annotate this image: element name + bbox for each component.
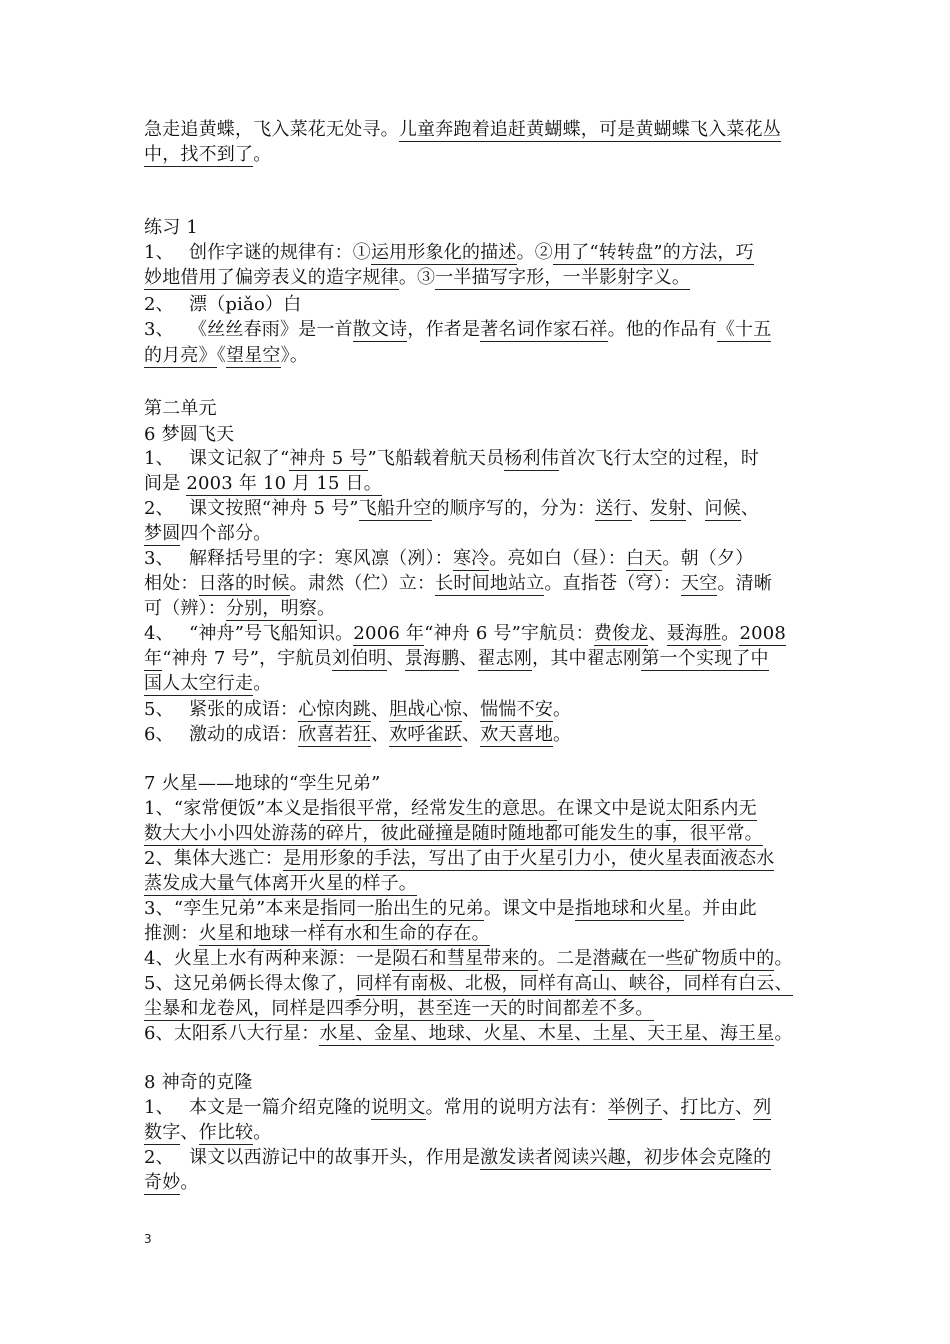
text-segment: 4、火星上水有两种来源：一是 <box>144 948 393 969</box>
underlined-answer: 送行 <box>595 498 632 519</box>
text-segment: 5、 紧张的成语： <box>144 699 299 720</box>
underlined-answer: 指很平常，经常发生的意思。 <box>320 798 557 819</box>
underlined-answer: 日落的时候 <box>198 573 290 594</box>
text-line <box>144 471 812 496</box>
underlined-answer: 问候 <box>704 498 741 519</box>
text-segment: 7 火星——地球的“孪生兄弟” <box>144 773 381 794</box>
text-line <box>144 996 812 1021</box>
text-segment: 6 梦圆飞天 <box>144 424 235 445</box>
text-segment: 、 <box>386 648 405 669</box>
text-line <box>144 142 812 167</box>
text-segment: 、 <box>462 724 481 745</box>
text-line <box>144 496 812 521</box>
text-line <box>144 1021 812 1046</box>
text-line <box>144 596 812 621</box>
underlined-answer: 潜藏在一些矿物质中的 <box>592 948 775 969</box>
text-segment: 。二是 <box>537 948 593 969</box>
text-segment: 。 <box>317 598 336 619</box>
text-line <box>144 722 812 747</box>
underlined-answer: 陨石和彗星带来的 <box>392 948 538 969</box>
underlined-answer: 尘暴和龙卷风，同样是四季分明，甚至连一天的时间都差不多。 <box>144 998 654 1019</box>
underlined-answer: 说明文 <box>370 1097 426 1118</box>
text-segment: 。肃然（伫）立： <box>289 573 436 594</box>
text-segment: 、 <box>740 498 760 519</box>
text-segment: 1、“家常便饭”本义是 <box>144 798 321 819</box>
text-segment: 6、太阳系八大行星： <box>144 1023 320 1044</box>
underlined-answer: 杨利伟 <box>504 448 559 469</box>
text-segment: 。 <box>774 1023 793 1044</box>
underlined-answer: 激发读者阅读兴趣，初步体会克隆的 <box>480 1147 772 1168</box>
text-line <box>144 1120 812 1145</box>
underlined-answer: 心惊肉跳 <box>298 699 371 720</box>
underlined-answer: 惴惴不安 <box>480 699 554 720</box>
underlined-answer: 胆战心惊 <box>389 699 463 720</box>
underlined-answer: 白天 <box>626 548 663 569</box>
underlined-answer: 运用形象化的描述 <box>370 242 517 263</box>
underlined-answer: 列 <box>753 1097 772 1118</box>
text-segment: 4、 “神舟”号飞船知识。 <box>144 623 354 644</box>
text-line <box>144 317 812 342</box>
text-line <box>144 215 812 240</box>
text-segment: 在课文中是说 <box>556 798 666 819</box>
text-segment: 。 <box>553 724 572 745</box>
underlined-answer: 是用形象的手法，写出了由于火星引力小，使火星表面液态水 <box>283 848 775 869</box>
text-segment: 3、 解释括号里的字：寒风凛（冽）： <box>144 548 453 569</box>
underlined-answer: 第一个实现了中 <box>641 648 769 669</box>
underlined-answer: 2008 <box>739 623 787 644</box>
underlined-answer: 数字 <box>144 1122 181 1143</box>
text-segment: 5、这兄弟俩长得太像了， <box>144 973 356 994</box>
text-line <box>144 546 812 571</box>
underlined-answer: 发射 <box>649 498 687 519</box>
text-segment: 练习 1 <box>144 217 198 238</box>
underlined-answer: 欢呼雀跃 <box>389 724 463 745</box>
underlined-answer: 刘伯明 <box>331 648 387 669</box>
text-line <box>144 292 812 317</box>
underlined-answer: 数大大小小四处游荡的碎片，彼此碰撞是随时随地都可能发生的事，很平常。 <box>144 823 763 844</box>
underlined-answer: 一半描写字形，一半影射字义。 <box>435 267 691 288</box>
underlined-answer: 飞船升空 <box>358 498 432 519</box>
text-segment: “神舟 6 号”宇航员： <box>424 623 594 644</box>
text-segment: 、 <box>662 1097 681 1118</box>
text-segment: 急走追黄蝶，飞入菜花无处寻。 <box>144 119 399 140</box>
text-line <box>144 265 812 290</box>
text-segment: 1、 本文是一篇介绍克隆的 <box>144 1097 371 1118</box>
text-segment: 8 神奇的克隆 <box>144 1072 253 1093</box>
underlined-answer: 欣喜若狂 <box>298 724 371 745</box>
text-line <box>144 671 812 696</box>
underlined-answer: 作比较 <box>198 1122 254 1143</box>
text-segment: 首次飞行太空的过程，时 <box>558 448 760 469</box>
text-segment: ”飞船载着航天员 <box>367 448 505 469</box>
underlined-answer: 打比方 <box>680 1097 736 1118</box>
text-segment: 。常用的说明方法有： <box>425 1097 608 1118</box>
underlined-answer: 水星、金星、地球、火星、木星、土星、天王星、海王星 <box>319 1023 775 1044</box>
text-segment: 、 <box>462 699 481 720</box>
text-line <box>144 1170 812 1195</box>
underlined-answer: 用了“转转盘”的方法，巧 <box>553 242 754 263</box>
text-line <box>144 921 812 946</box>
underlined-answer: 同样有南极、北极，同样有高山、峡谷，同样有白云、 <box>355 973 793 994</box>
text-segment: 、 <box>648 623 667 644</box>
text-segment: 。 <box>774 948 793 969</box>
text-line <box>144 971 812 996</box>
text-segment: ，其中翟志刚 <box>532 648 642 669</box>
text-line <box>144 1145 812 1170</box>
underlined-answer: 儿童奔跑着追赶黄蝴蝶，可是黄蝴蝶飞入菜花丛 <box>398 119 782 140</box>
underlined-answer: 的月亮》 <box>144 345 217 366</box>
underlined-answer: 费俊龙 <box>593 623 649 644</box>
text-segment: 1、 创作字谜的规律有：① <box>144 242 371 263</box>
text-line <box>144 646 812 671</box>
text-line <box>144 771 812 796</box>
underlined-answer: 奇妙 <box>144 1172 181 1193</box>
text-segment: 3、“孪生兄弟”本来是 <box>144 898 321 919</box>
text-segment: 2、 课文以西游记中的故事开头，作用是 <box>144 1147 481 1168</box>
text-segment: 。 <box>253 673 272 694</box>
text-segment: 。 <box>721 623 740 644</box>
underlined-answer: 望星空 <box>226 345 281 366</box>
text-segment: 可（辨）： <box>144 598 226 619</box>
text-segment: 。并由此 <box>684 898 757 919</box>
text-segment: 6、 激动的成语： <box>144 724 299 745</box>
underlined-answer: 分别，明察 <box>226 598 317 619</box>
underlined-answer: 火星和地球一样有水和生命的存在。 <box>198 923 490 944</box>
text-line <box>144 521 812 546</box>
text-line <box>144 240 812 265</box>
text-line <box>144 697 812 722</box>
text-segment: 间是 <box>144 473 187 494</box>
text-segment: 。② <box>516 242 553 263</box>
text-segment: 3、 《丝丝春雨》是一首 <box>144 319 353 340</box>
text-line <box>144 846 812 871</box>
text-segment: 。 <box>553 699 572 720</box>
text-segment: 推测： <box>144 923 199 944</box>
text-segment: 、 <box>371 724 390 745</box>
text-line <box>144 1095 812 1120</box>
text-segment: 、 <box>631 498 650 519</box>
underlined-answer: 长时间地站立 <box>435 573 545 594</box>
text-segment: 。③ <box>398 267 436 288</box>
text-line <box>144 571 812 596</box>
page-number: 3 <box>144 1232 152 1246</box>
text-segment: 、 <box>686 498 705 519</box>
text-line <box>144 821 812 846</box>
text-segment: 。朝（夕） <box>662 548 754 569</box>
text-segment: 。清晰 <box>717 573 773 594</box>
text-segment: 相处： <box>144 573 199 594</box>
text-line <box>144 896 812 921</box>
text-line <box>144 1070 812 1095</box>
text-segment: 。他的作品有 <box>607 319 717 340</box>
underlined-answer: 指同一胎出生的兄弟 <box>320 898 484 919</box>
text-segment: 》。 <box>280 345 309 366</box>
text-segment: 。 <box>180 1172 199 1193</box>
underlined-answer: 寒冷 <box>452 548 490 569</box>
underlined-answer: 著名词作家石祥 <box>480 319 608 340</box>
text-segment: 《 <box>216 345 227 366</box>
underlined-answer: 2006 年 <box>353 623 425 644</box>
underlined-answer: 太阳系内无 <box>665 798 757 819</box>
text-segment: 第二单元 <box>144 398 217 419</box>
text-segment: 的顺序写的，分为： <box>431 498 596 519</box>
underlined-answer: 中，找不到了 <box>144 144 254 165</box>
underlined-answer: 年 <box>144 648 163 669</box>
text-segment: “神舟 7 号”，宇航员 <box>162 648 332 669</box>
underlined-answer: 蒸发成大量气体离开火星的样子。 <box>144 873 417 894</box>
text-segment: 2、 漂（piǎo）白 <box>144 294 302 315</box>
text-segment: 2、 课文按照“神舟 5 号” <box>144 498 359 519</box>
text-line <box>144 422 812 447</box>
text-line <box>144 796 812 821</box>
text-segment: 。亮如白（昼）： <box>489 548 626 569</box>
underlined-answer: 举例子 <box>607 1097 663 1118</box>
underlined-answer: 妙地借用了偏旁表义的造字规律 <box>144 267 399 288</box>
text-segment: 。 <box>253 144 272 165</box>
underlined-answer: 指地球和火星 <box>574 898 685 919</box>
text-line <box>144 946 812 971</box>
underlined-answer: 天空 <box>681 573 718 594</box>
text-segment: 、 <box>371 699 390 720</box>
text-segment: 四个部分。 <box>180 523 272 544</box>
text-line <box>144 446 812 471</box>
underlined-answer: 《十五 <box>716 319 772 340</box>
text-segment: 、 <box>735 1097 754 1118</box>
text-segment: ，作者是 <box>407 319 481 340</box>
text-line <box>144 117 812 142</box>
underlined-answer: 神舟 5 号 <box>289 448 368 469</box>
underlined-answer: 聂海胜 <box>666 623 722 644</box>
text-segment: 。 <box>253 1122 272 1143</box>
underlined-answer: 翟志刚 <box>477 648 533 669</box>
text-segment: 。直指苍（穹）： <box>544 573 682 594</box>
text-segment: 、 <box>180 1122 199 1143</box>
text-segment: 2、集体大逃亡： <box>144 848 284 869</box>
text-segment: 、 <box>459 648 478 669</box>
underlined-answer: 梦圆 <box>144 523 181 544</box>
text-segment: 。课文中是 <box>483 898 575 919</box>
underlined-answer: 国人太空行走 <box>144 673 254 694</box>
text-segment: 1、 课文记叙了“ <box>144 448 290 469</box>
underlined-answer: 2003 年 10 月 15 日。 <box>186 473 382 494</box>
text-line <box>144 343 812 368</box>
text-line <box>144 871 812 896</box>
underlined-answer: 散文诗 <box>352 319 408 340</box>
text-line <box>144 396 812 421</box>
underlined-answer: 景海鹏 <box>404 648 460 669</box>
text-line <box>144 621 812 646</box>
underlined-answer: 欢天喜地 <box>480 724 554 745</box>
